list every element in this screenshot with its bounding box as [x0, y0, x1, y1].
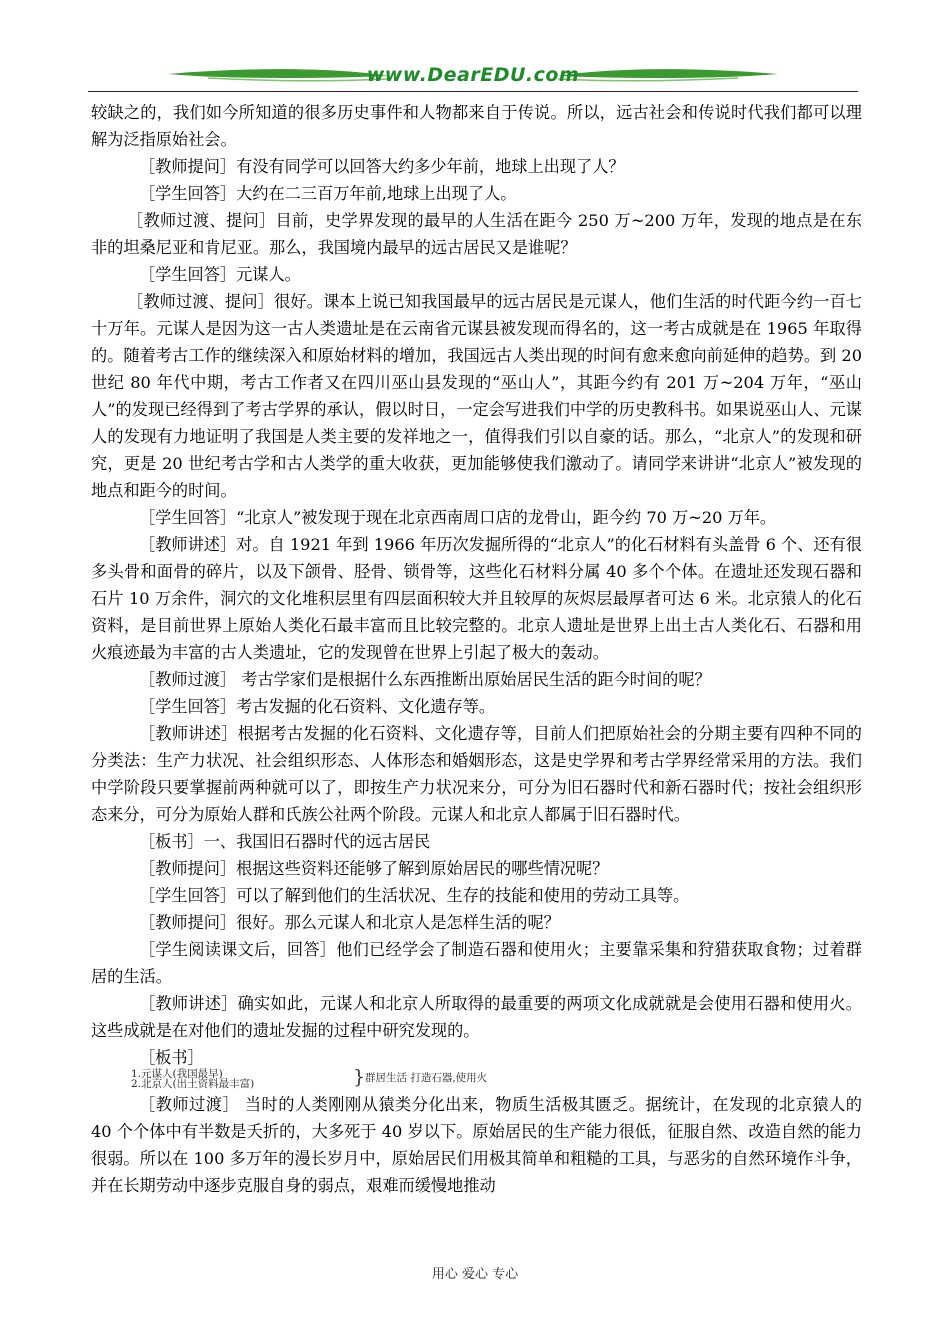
- board-line-2: 2.北京人(出土资料最丰富): [131, 1078, 255, 1090]
- board-brace: }: [353, 1066, 366, 1088]
- paragraph: ［学生回答］元谋人。: [139, 265, 301, 284]
- page-footer: 用心 爱心 专心: [431, 1267, 519, 1282]
- paragraph: ［学生回答］考古发掘的化石资料、文化遗存等。: [139, 697, 496, 716]
- paragraph: 较缺之的，我们如今所知道的很多历史事件和人物都来自于传说。所以，远古社会和传说时代我们都可以理解为泛指原始社会。: [91, 103, 862, 149]
- paragraph: ［教师过渡］ 当时的人类刚刚从猿类分化出来，物质生活极其匮乏。据统计，在发现的北京猿人的 40 个个体中有半数是夭折的，大多死于 40 岁以下。原始居民的生产能力很低，征服自然、改造自然的能力很弱。所以在 100 多万年的漫长岁月中，原始居民们用极其简单和粗糙的工具，与恶劣的自然环境作斗争，并在长期劳动中逐步克服自身的弱点，艰难而缓慢地推动: [91, 1095, 862, 1195]
- paragraph: ［教师过渡］ 考古学家们是根据什么东西推断出原始居民生活的距今时间的呢？: [139, 670, 711, 689]
- site-logo-text[interactable]: www.DearEDU.com: [366, 64, 580, 86]
- paragraph: ［学生回答］可以了解到他们的生活状况、生存的技能和使用的劳动工具等。: [139, 886, 690, 905]
- paragraph: ［板书］: [139, 1048, 204, 1067]
- paragraph: ［教师讲述］根据考古发掘的化石资料、文化遗存等，目前人们把原始社会的分期主要有四种不同的分类法：生产力状况、社会组织形态、人体形态和婚姻形态，这是史学界和考古学界经常采用的方法。我们中学阶段只要掌握前两种就可以了，即按生产力状况来分，可分为旧石器时代和新石器时代；按社会组织形态来分，可分为原始人群和氏族公社两个阶段。元谋人和北京人都属于旧石器时代。: [91, 724, 862, 824]
- paragraph: ［学生回答］大约在二三百万年前,地球上出现了人。: [139, 184, 517, 203]
- paragraph: ［板书］一、我国旧石器时代的远古居民: [139, 832, 431, 851]
- header-rule: [88, 91, 858, 92]
- paragraph: ［教师提问］根据这些资料还能够了解到原始居民的哪些情况呢？: [139, 859, 609, 878]
- paragraph: ［教师过渡、提问］很好。课本上说已知我国最早的远古居民是元谋人，他们生活的时代距今约一百七十万年。元谋人是因为这一古人类遗址是在云南省元谋县被发现而得名的，这一考古成就是在 1965 年取得的。随着考古工作的继续深入和原始材料的增加，我国远古人类出现的时间有愈来愈向前延伸的趋势。到 20 世纪 80 年代中期，考古工作者又在四川巫山县发现的“巫山人”，其距今约有 201 万~204 万年，“巫山人”的发现已经得到了考古学界的承认，假以时日，一定会写进我们中学的历史教科书。如果说巫山人、元谋人的发现有力地证明了我国是人类主要的发祥地之一，值得我们引以自豪的话。那么，“北京人”的发现和研究，更是 20 世纪考古学和古人类学的重大收获，更加能够使我们激动了。请同学来讲讲“北京人”被发现的地点和距今的时间。: [91, 292, 862, 500]
- paragraph: ［教师讲述］对。自 1921 年到 1966 年历次发掘所得的“北京人”的化石材料有头盖骨 6 个、还有很多头骨和面骨的碎片，以及下颌骨、胫骨、锁骨等，这些化石材料分属 40 多个个体。在遗址还发现石器和石片 10 万余件，洞穴的文化堆积层里有四层面积较大并且较厚的灰烬层最厚者可达 6 米。北京猿人的化石资料，是目前世界上原始人类化石最丰富而且比较完整的。北京人遗址是世界上出土古人类化石、石器和用火痕迹最为丰富的古人类遗址，它的发现曾在世界上引起了极大的轰动。: [91, 535, 862, 662]
- paragraph: ［教师提问］有没有同学可以回答大约多少年前，地球上出现了人？: [139, 157, 625, 176]
- site-header: [88, 62, 858, 90]
- paragraph: ［教师提问］很好。那么元谋人和北京人是怎样生活的呢？: [139, 913, 560, 932]
- board-line-1: 1.元谋人(我国最早): [131, 1068, 223, 1080]
- board-result: 群居生活 打造石器,使用火: [365, 1072, 488, 1084]
- paragraph: ［教师过渡、提问］目前，史学界发现的最早的人生活在距今 250 万~200 万年，发现的地点是在东非的坦桑尼亚和肯尼亚。那么，我国境内最早的远古居民又是谁呢？: [91, 211, 862, 257]
- paragraph: ［教师讲述］确实如此，元谋人和北京人所取得的最重要的两项文化成就就是会使用石器和使用火。这些成就是在对他们的遗址发掘的过程中研究发现的。: [91, 994, 862, 1040]
- paragraph: ［学生阅读课文后，回答］他们已经学会了制造石器和使用火；主要靠采集和狩猎获取食物；过着群居的生活。: [91, 940, 862, 986]
- document-body: [91, 99, 862, 1199]
- paragraph: ［学生回答］“北京人”被发现于现在北京西南周口店的龙骨山，距今约 70 万~20 万年。: [139, 508, 777, 527]
- blackboard-diagram: [131, 1066, 862, 1091]
